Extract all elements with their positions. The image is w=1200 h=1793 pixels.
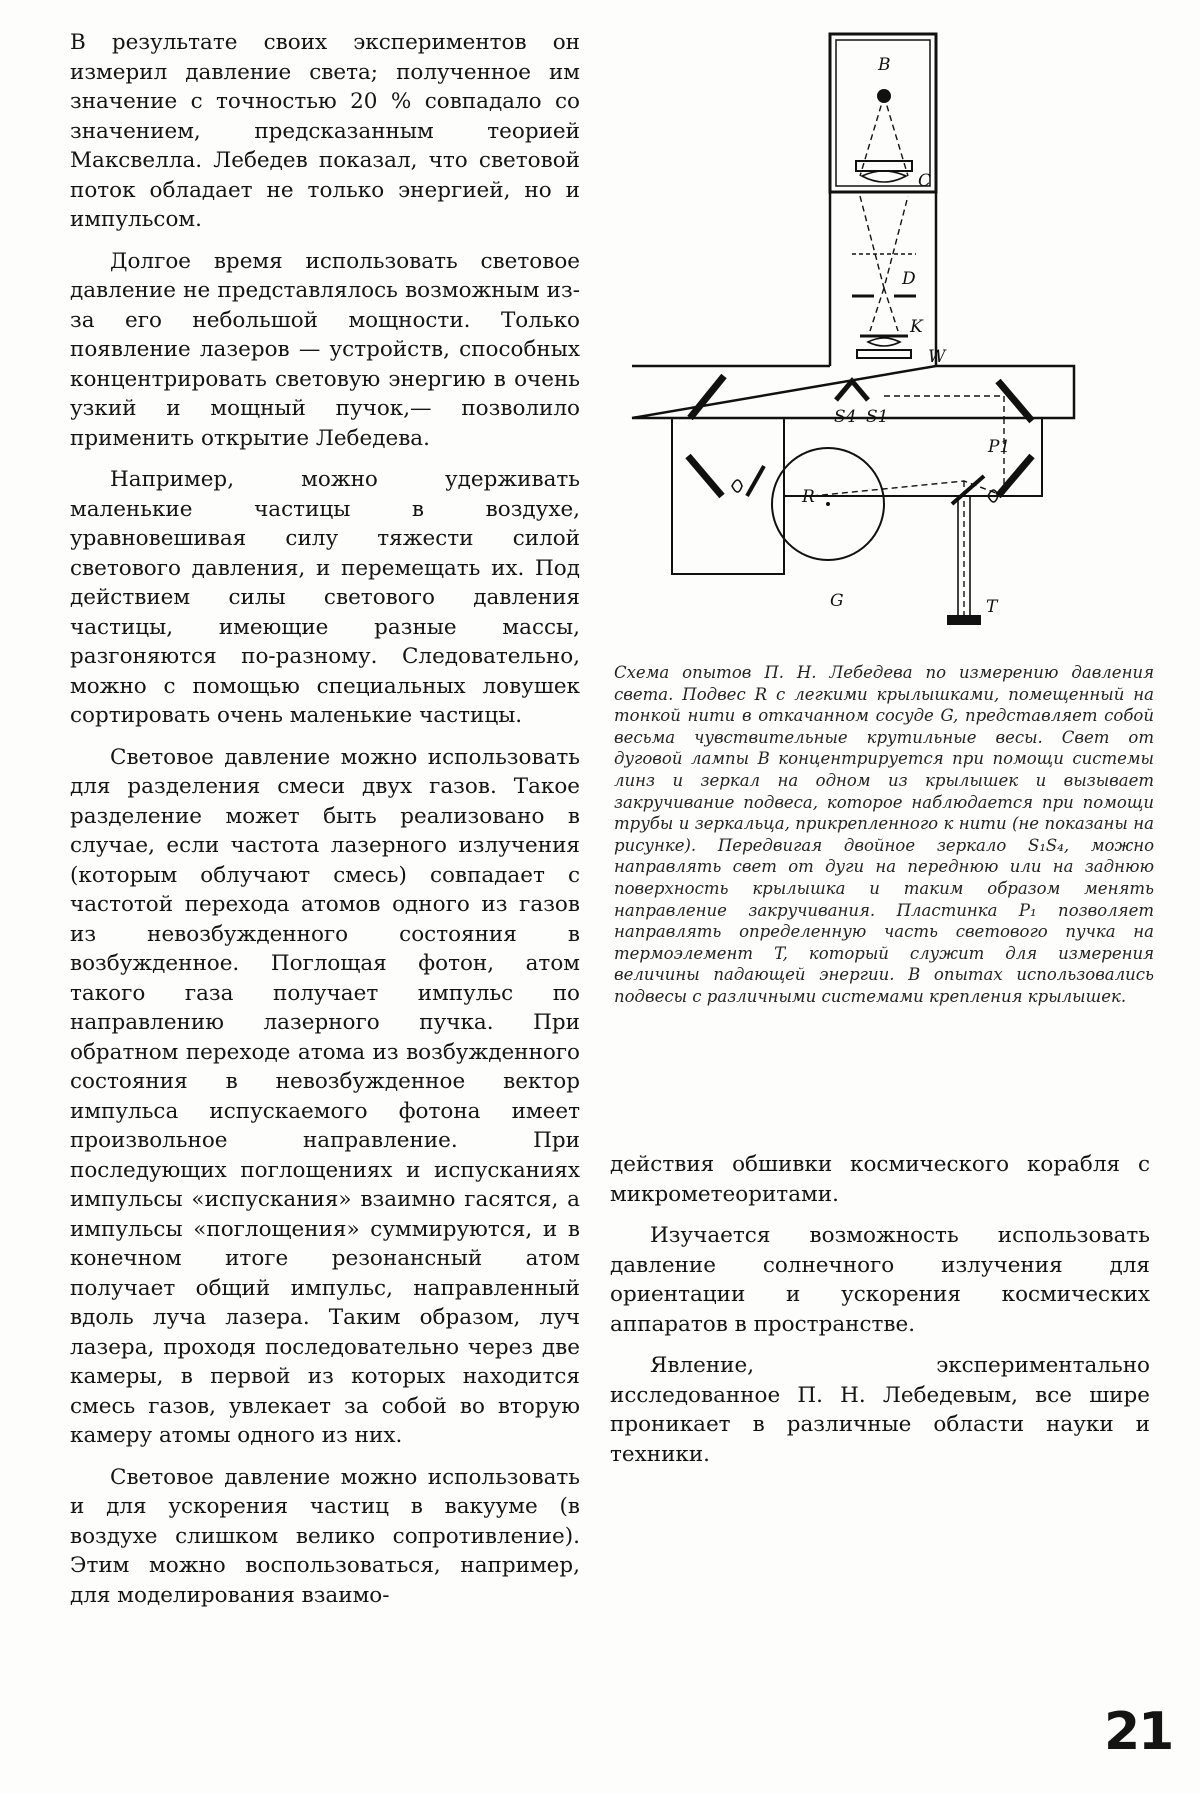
right-paragraph-1: действия обшивки космического корабля с микрометеоритами. [610, 1152, 1150, 1207]
label-d: D [902, 269, 916, 289]
plate-p1 [952, 476, 984, 504]
label-s4: S4 [834, 407, 857, 427]
label-r: R [802, 487, 815, 507]
left-text-column [70, 28, 580, 1622]
label-p1: P1 [988, 437, 1011, 457]
label-g: G [830, 591, 844, 611]
label-k: K [910, 317, 923, 337]
label-t: T [986, 597, 998, 617]
paragraph-1: В результате своих экспериментов он измерил давление света; полученное им значение с точностью 20 % совпадало со значением, предсказанным теорией Максвелла. Лебедев показал, что световой поток обладает не только энергией, но и импульсом. [70, 30, 580, 232]
paragraph-3: Например, можно удерживать маленькие частицы в воздухе, уравновешивая силу тяжести силой светового давления, и перемещать их. Под действием силы светового давления частицы, имеющие разные массы, разгоняются по-разному. Следовательно, можно с помощью специальных ловушек сортировать очень маленькие частицы. [70, 467, 580, 728]
label-c: C [918, 171, 932, 191]
vertical-tube [830, 192, 936, 366]
label-s1: S1 [866, 407, 889, 427]
figure-caption: Схема опытов П. Н. Лебедева по измерению давления света. Подвес R с легкими крылышками, помещенный на тонкой нити в откачанном сосуде G, представляет собой весьма чувствительные крутильные весы. Свет от дуговой лампы B концентрируется при помощи системы линз и зеркал на одном из крылышек и вызывает закручивание подвеса, которое наблюдается при помощи трубы и зеркальца, прикрепленного к нити (не показаны на рисунке). Передвигая двойное зеркало S₁S₄, можно направлять свет от дуги на переднюю или на заднюю поверхность крылышка и таким образом менять направление закручивания. Пластинка P₁ позволяет направлять определенную часть светового пучка на термоэлемент T, который служит для измерения величины падающей энергии. В опытах использовались подвесы с различными системами крепления крылышек. [614, 663, 1154, 1006]
mirror-left-lower [688, 456, 722, 496]
mirror-right-upper [998, 381, 1032, 421]
paragraph-4: Световое давление можно использовать для разделения смеси двух газов. Такое разделение может быть реализовано в случае, если частота лазерного излучения (которым облучают смесь) совпадает с частотой перехода атомов одного из газов из невозбужденного состояния в возбужденное. Поглощая фотон, атом такого газа получает импульс по направлению лазерного пучка. При обратном переходе атома из возбужденного состояния в невозбужденное вектор импульса испускаемого фотона имеет произвольное направление. При последующих поглощениях и испусканиях импульсы «испускания» взаимно гасятся, а импульсы «поглощения» суммируются, и в конечном итоге резонансный атом получает общий импульс, направленный вдоль луча лазера. Таким образом, луч лазера, проходя последовательно через две камеры, в первой из которых находится смесь газов, увлекает за собой во вторую камеру атомы одного из них. [70, 744, 580, 1448]
page-number: 21 [1104, 1702, 1173, 1762]
label-w: W [928, 347, 946, 367]
right-text-column [610, 1150, 1150, 1481]
thermoelement-t [948, 616, 980, 624]
mirror-s4-s1 [836, 381, 868, 400]
paragraph-2: Долгое время использовать световое давление не представлялось возможным из-за его небольшой мощности. Только появление лазеров — устройств, способных концентрировать световую энергию в очень узкий и мощный пучок,— позволило применить открытие Лебедева. [70, 248, 580, 451]
label-b: B [878, 55, 891, 75]
right-paragraph-3: Явление, экспериментально исследованное П. Н. Лебедевым, все шире проникает в различные области науки и техники. [610, 1353, 1150, 1467]
right-paragraph-2: Изучается возможность использовать давление солнечного излучения для ориентации и ускорения космических аппаратов в пространстве. [610, 1223, 1150, 1337]
mirror-right-lower [998, 456, 1032, 496]
mirror-left-upper [690, 376, 724, 418]
arc-lamp-b [877, 89, 891, 103]
chamber-outline [672, 418, 1042, 574]
lebedev-apparatus-diagram [612, 26, 1092, 646]
paragraph-5: Световое давление можно использовать и для ускорения частиц в вакууме (в воздухе слишком велико сопротивление). Этим можно воспользоваться, например, для моделирования взаимо- [70, 1464, 580, 1608]
